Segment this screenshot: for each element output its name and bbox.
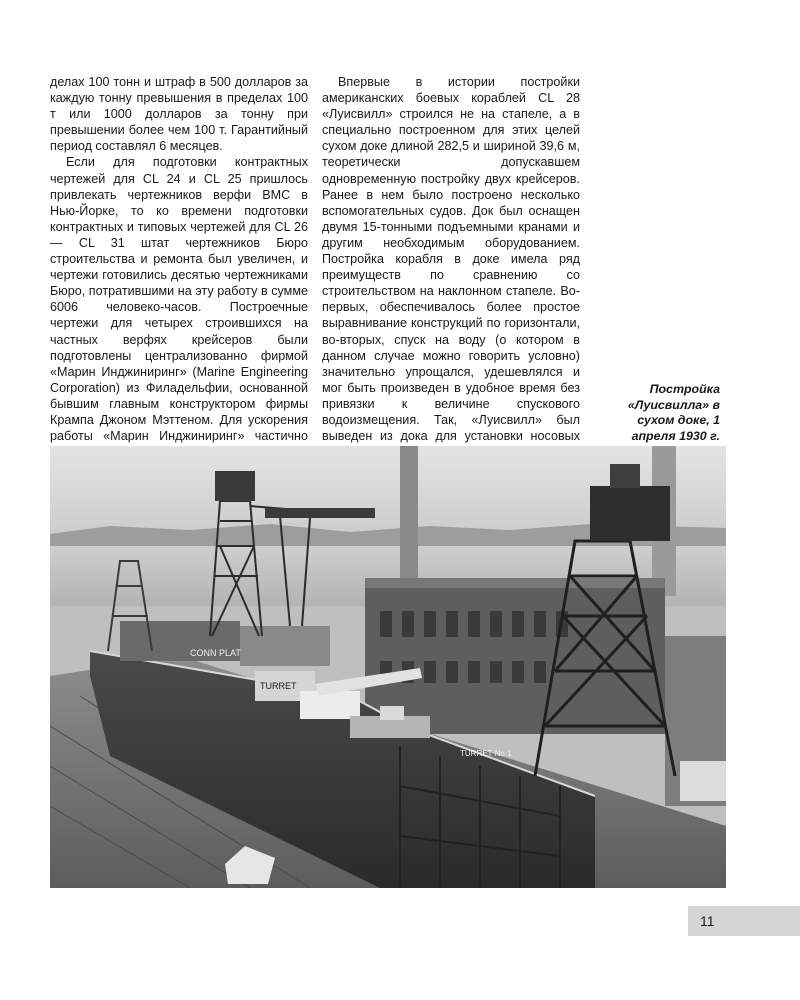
- photo-caption: Постройка «Луисвилла» в сухом доке, 1 апреля 1930 г.: [627, 382, 720, 443]
- page-number: 11: [700, 913, 715, 929]
- shipyard-photo: [50, 446, 726, 888]
- paragraph: делах 100 тонн и штраф в 500 долларов за каждую тонну превышения в пределах 100 т или 1000 долларов за тонну при превышении более чем 100 т. Гарантийный период составлял 6 месяцев.: [50, 75, 308, 154]
- photo-label: TURRET: [260, 681, 297, 691]
- photo-label: TURRET No 1: [460, 749, 512, 758]
- paragraph: Если для подготовки контрактных чертежей для CL 24 и CL 25 пришлось привлекать чертежников верфи ВМС в Нью-Йорке, то ко времени подготовки контрактных и типовых чертежей для CL 26 — CL 31 штат чертежников Бюро строительства и ремонта был увеличен, и чертежи готовились десятью чертежниками Бюро, потратившими на эту работу в сумме 6006 человеко-часов. Построечные чертежи для четырех строившихся на частных верфях крейсеров были подготовлены централизованно фирмой «Марин Инджиниринг» (Marine Engineering Corporation) из Филадельфии, основанной бывшим главным конструктором фирмы Крампа Джоном Мэттеном. Для ускорения работы «Марин Инджиниринг» частично: [50, 155, 308, 444]
- paragraph: Впервые в истории постройки американских боевых кораблей CL 28 «Луисвилл» строился не на стапеле, а в специально построенном для этих целей сухом доке длиной 282,5 и шириной 39,6 м, теоретически допускавшем одновременную постройку двух крейсеров. Ранее в нем было построено несколько вспомогательных судов. Док был оснащен двумя 15-тонными подъемными кранами и другим необходимым оборудованием. Постройка корабля в доке имела ряд преимуществ по сравнению со строительством на наклонном стапеле. Во-первых, обеспечивалось более простое выравнивание конструкций по горизонтали, во-вторых, спуск на воду (о котором в данном случае можно говорить условно) значительно упрощался, удешевлялся и мог быть произведен в удобное время без привязки к величине спускового водоизмещения. Так, «Луисвилл» был выведен из дока для установки носовых: [322, 75, 580, 444]
- photo-label: CONN PLAT: [190, 648, 241, 658]
